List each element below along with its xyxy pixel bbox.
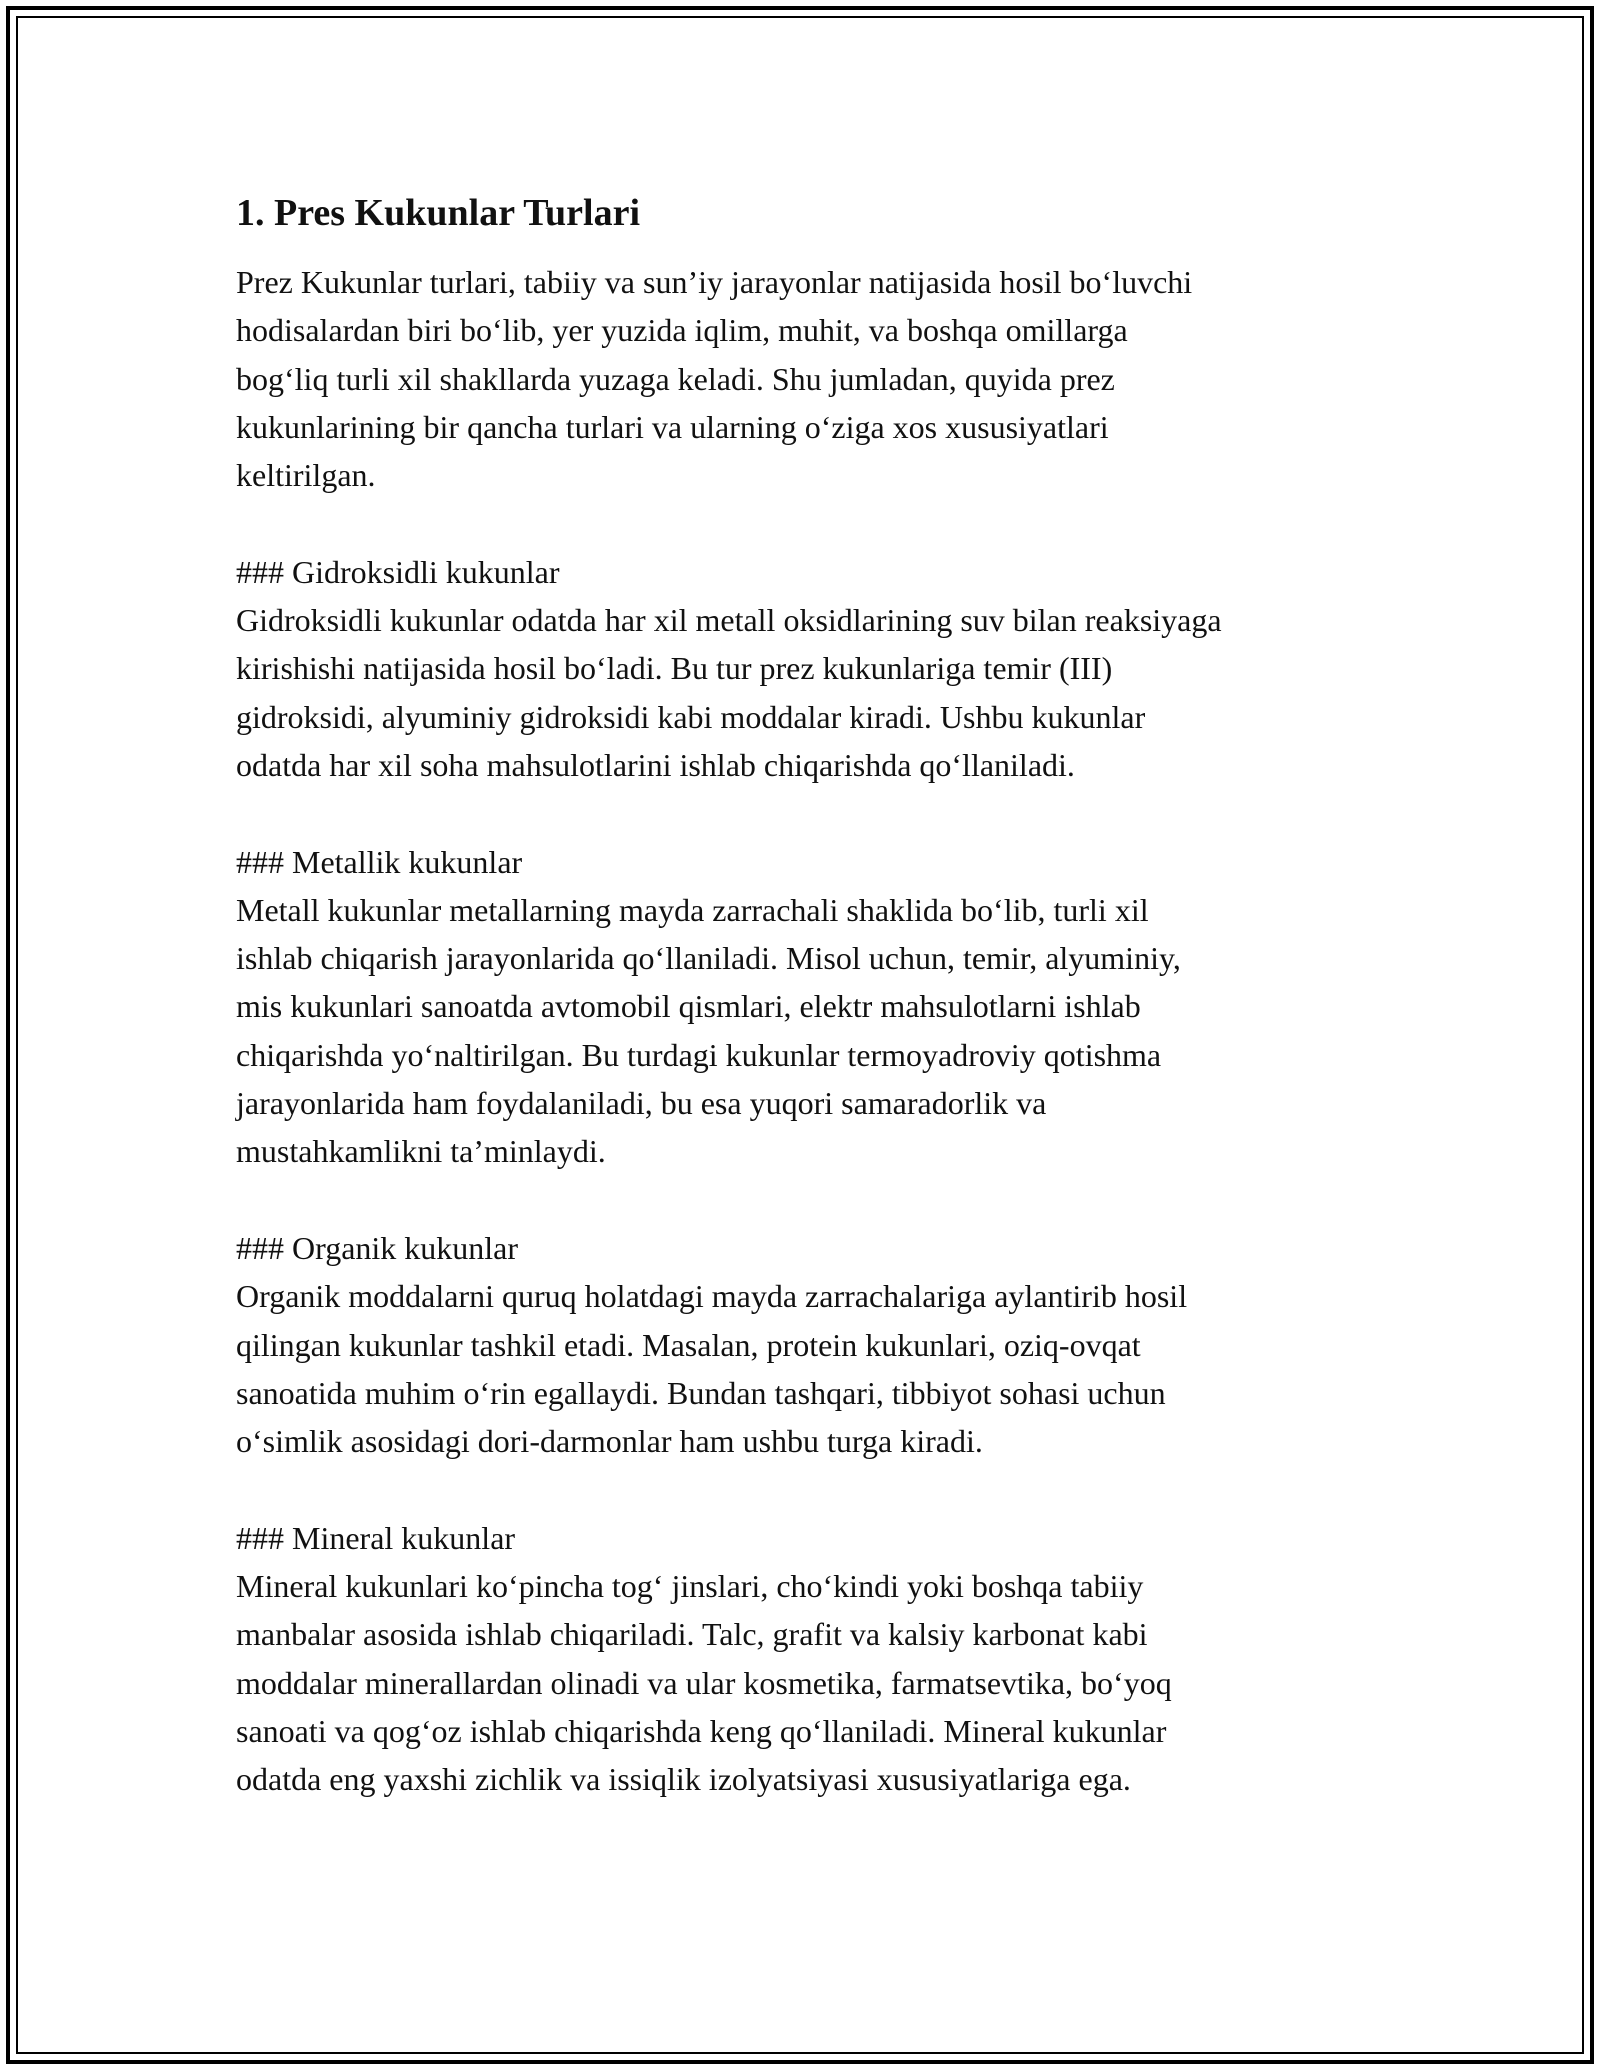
- paragraph-spacer: [236, 499, 1396, 547]
- section-gidroksidli: [236, 548, 1396, 789]
- paragraph-spacer: [236, 1176, 1396, 1224]
- section-body: Organik moddalarni quruq holatdagi mayda zarrachalariga aylantirib hosil qilingan kukunlar tashkil etadi. Masalan, protein kukunlari, oziq-ovqat sanoatida muhim o‘rin egallaydi. Bundan tashqari, tibbiyot sohasi uchun o‘simlik asosidagi dori-darmonlar ham ushbu turga kiradi.: [236, 1278, 1188, 1460]
- section-heading: ### Mineral kukunlar: [236, 1519, 516, 1556]
- document-title: 1. Pres Kukunlar Turlari: [236, 192, 641, 234]
- section-body: Mineral kukunlari ko‘pincha tog‘ jinslari, cho‘kindi yoki boshqa tabiiy manbalar asosida ishlab chiqariladi. Talc, grafit va kalsiy karbonat kabi moddalar minerallardan olinadi va ular kosmetika, farmatsevtika, bo‘yoq sanoati va qog‘oz ishlab chiqarishda keng qo‘llaniladi. Mineral kukunlar odatda eng yaxshi zichlik va issiqlik izolyatsiyasi xususiyatlariga ega.: [236, 1568, 1172, 1798]
- paragraph-spacer: [236, 1465, 1396, 1513]
- section-heading: ### Gidroksidli kukunlar: [236, 553, 560, 590]
- section-heading: ### Organik kukunlar: [236, 1229, 519, 1266]
- section-body: Gidroksidli kukunlar odatda har xil metall oksidlarining suv bilan reaksiyaga kirishishi natijasida hosil bo‘ladi. Bu tur prez kukunlariga temir (III) gidroksidi, alyuminiy gidroksidi kabi moddalar kiradi. Ushbu kukunlar odatda har xil soha mahsulotlarini ishlab chiqarishda qo‘llaniladi.: [236, 602, 1222, 783]
- document-body: [236, 186, 1396, 1804]
- section-body: Metall kukunlar metallarning mayda zarrachali shaklida bo‘lib, turli xil ishlab chiqarish jarayonlarida qo‘llaniladi. Misol uchun, temir, alyuminiy, mis kukunlari sanoatda avtomobil qismlari, elektr mahsulotlarni ishlab chiqarishda yo‘naltirilgan. Bu turdagi kukunlar termoyadroviy qotishma jarayonlarida ham foydalaniladi, bu esa yuqori samaradorlik va mustahkamlikni ta’minlaydi.: [236, 891, 1181, 1170]
- paragraph-spacer: [236, 789, 1396, 837]
- section-organik: [236, 1224, 1396, 1465]
- section-metallik: [236, 838, 1396, 1176]
- section-mineral: [236, 1514, 1396, 1804]
- intro-paragraph: Prez Kukunlar turlari, tabiiy va sun’iy jarayonlar natijasida hosil bo‘luvchi hodisalardan biri bo‘lib, yer yuzida iqlim, muhit, va boshqa omillarga bog‘liq turli xil shakllarda yuzaga keladi. Shu jumladan, quyida prez kukunlarining bir qancha turlari va ularning o‘ziga xos xususiyatlari keltirilgan.: [236, 264, 1193, 494]
- section-heading: ### Metallik kukunlar: [236, 843, 523, 880]
